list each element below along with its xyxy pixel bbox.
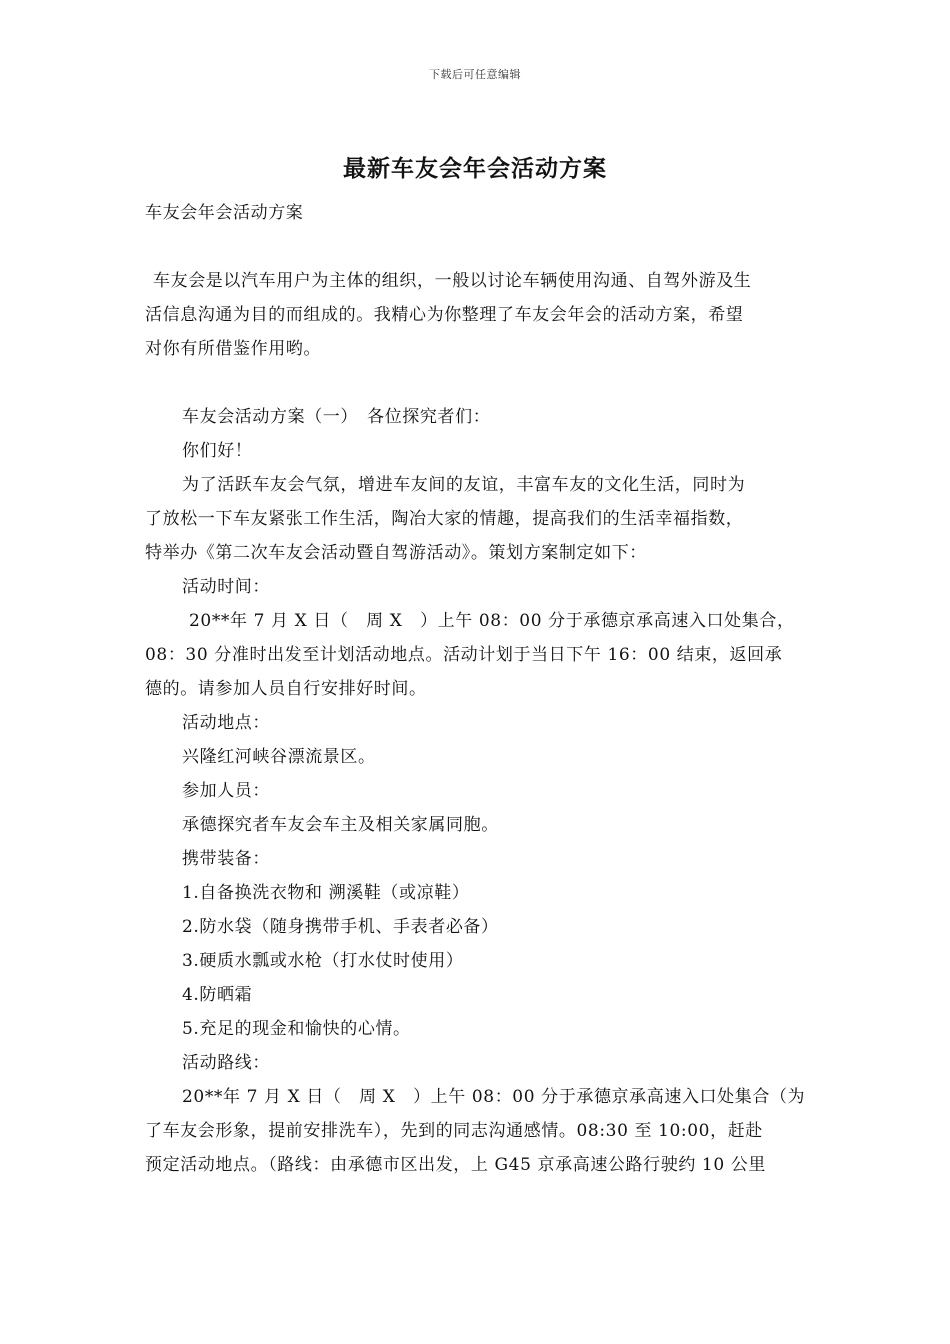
- time-line-2: 08：30 分准时出发至计划活动地点。活动计划于当日下午 16：00 结束，返回承: [145, 645, 783, 665]
- document-title: 最新车友会年会活动方案: [343, 155, 607, 182]
- route-line-1: 20**年 7 月 X 日（ 周 X ）上午 08：00 分于承德京承高速入口处集合（为: [182, 1087, 806, 1107]
- purpose-line-1: 为了活跃车友会气氛，增进车友间的友谊，丰富车友的文化生活，同时为: [182, 475, 746, 495]
- equipment-item: 5.充足的现金和愉快的心情。: [182, 1019, 411, 1039]
- time-line-1: 20**年 7 月 X 日（ 周 X ）上午 08：00 分于承德京承高速入口处集合，: [189, 611, 795, 631]
- purpose-line-3: 特举办《第二次车友会活动暨自驾游活动》。策划方案制定如下：: [145, 543, 647, 563]
- people-text: 承德探究者车友会车主及相关家属同胞。: [182, 815, 499, 835]
- equipment-item: 3.硬质水瓢或水枪（打水仗时使用）: [182, 951, 464, 971]
- equipment-item: 2.防水袋（随身携带手机、手表者必备）: [182, 917, 499, 937]
- people-label: 参加人员：: [182, 781, 270, 801]
- equipment-item: 4.防晒霜: [182, 985, 253, 1005]
- place-label: 活动地点：: [182, 713, 270, 733]
- route-label: 活动路线：: [182, 1053, 270, 1073]
- intro-line-1: 车友会是以汽车用户为主体的组织，一般以讨论车辆使用沟通、自驾外游及生: [153, 271, 752, 291]
- equipment-label: 携带装备：: [182, 849, 270, 869]
- document-subtitle: 车友会年会活动方案: [145, 203, 304, 223]
- intro-line-2: 活信息沟通为目的而组成的。我精心为你整理了车友会年会的活动方案，希望: [145, 305, 744, 325]
- intro-line-3: 对你有所借鉴作用哟。: [145, 339, 321, 359]
- route-line-3: 预定活动地点。（路线：由承德市区出发，上 G45 京承高速公路行驶约 10 公里: [145, 1155, 766, 1175]
- document-body: [145, 196, 809, 1182]
- place-text: 兴隆红河峡谷漂流景区。: [182, 747, 376, 767]
- spacer: [145, 366, 809, 400]
- time-line-3: 德的。请参加人员自行安排好时间。: [145, 679, 427, 699]
- section-heading: 车友会活动方案（一） 各位探究者们：: [182, 407, 491, 427]
- purpose-line-2: 了放松一下车友紧张工作生活，陶冶大家的情趣，提高我们的生活幸福指数，: [145, 509, 744, 529]
- route-line-2: 了车友会形象，提前安排洗车），先到的同志沟通感情。08:30 至 10:00，赶赴: [145, 1121, 763, 1141]
- time-label: 活动时间：: [182, 577, 270, 597]
- greeting: 你们好！: [182, 441, 253, 461]
- spacer: [145, 230, 809, 264]
- page-header-note: 下载后可任意编辑: [429, 68, 521, 81]
- equipment-item: 1.自备换洗衣物和 溯溪鞋（或凉鞋）: [182, 883, 470, 903]
